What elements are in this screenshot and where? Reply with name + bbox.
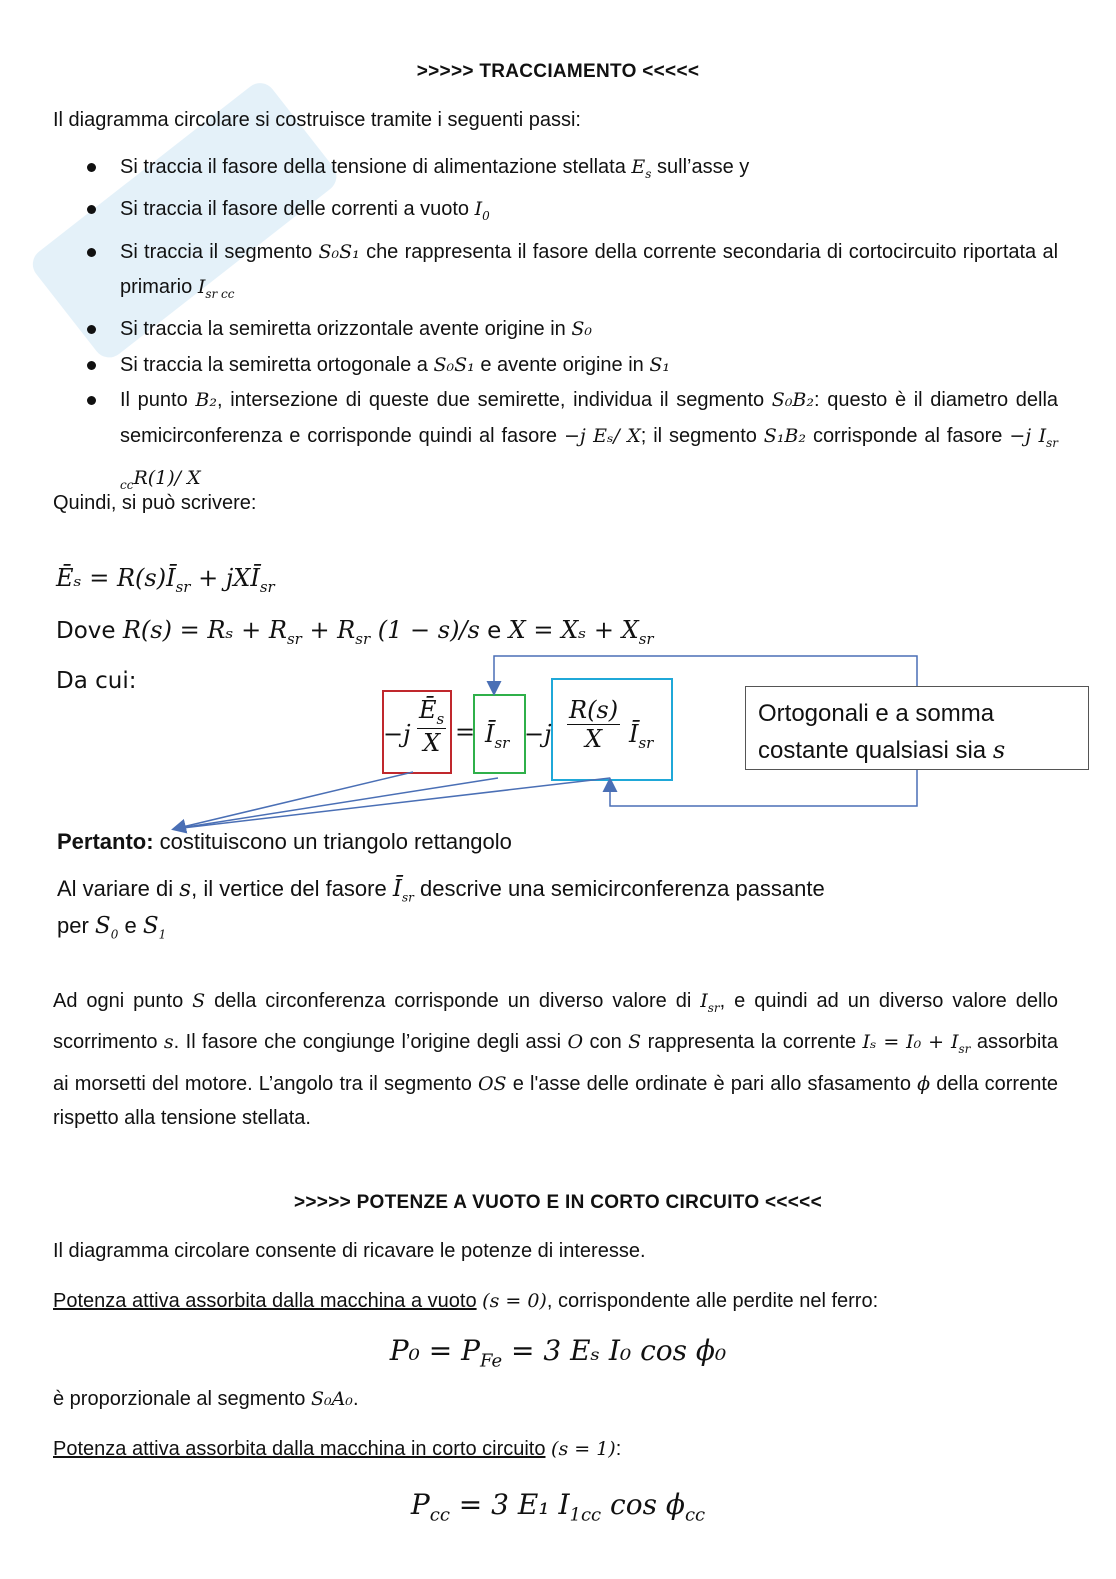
minus-j-2: −j [524,720,552,748]
intro-paragraph: Il diagramma circolare si costruisce tramite i seguenti passi: [53,109,581,131]
variare-paragraph: Al variare di s, il vertice del fasore $Ī_{sr}$ descrive una semicirconferenza passante per $S_0$ e $S_1$ [57,876,825,942]
list-item: Si traccia la semiretta orizzontale avente origine in S₀ [53,312,1058,348]
p0-equation: $P_0 = P_{Fe} = 3$ Eₛ I₀ cos ϕ₀ [389,1334,727,1372]
minus-j-1: −j [383,720,411,748]
equation-dove: Dove $R(s) = R_s + R_{sr} + R_{sr}$ (1 − s)/s e $X = X_s + X_{sr}$ [56,616,654,648]
pcc-heading: Potenza attiva assorbita dalla macchina in corto circuito (s = 1): [53,1438,622,1460]
fraction-es-over-x: $\frac{Ē_s}{X}$ [419,696,445,757]
pertanto-line: Pertanto: costituiscono un triangolo rettangolo [57,829,512,854]
orthogonal-note-box: Ortogonali e a somma costante qualsiasi sia s [745,686,1089,770]
ad-ogni-punto-paragraph: Ad ogni punto S della circonferenza corrisponde un diverso valore di $I_{sr}$, e quindi ad un diverso valore dello scorrimento s. Il fasore che congiunge l’origine degli assi O con S rappresenta la corrente $I_s = I_0 + I_{sr}$ assorbita ai morsetti del motore. L’angolo tra il segmento OS e l'asse delle ordinate è pari allo sfasamento ϕ della corrente rispetto alla tensione stellata. [53,990,1058,1130]
list-item: Si traccia il fasore delle correnti a vuoto $I_0$ [53,192,1058,234]
p0-heading: Potenza attiva assorbita dalla macchina a vuoto (s = 0), corrispondente alle perdite nel ferro: [53,1290,879,1312]
section-title-tracciamento: >>>>> TRACCIAMENTO <<<<< [416,61,700,82]
isr-term: $Ī_{sr}$ [485,720,510,752]
list-item: Si traccia il fasore della tensione di alimentazione stellata $E_s$ sull’asse y [53,150,1058,192]
potenze-intro: Il diagramma circolare consente di ricavare le potenze di interesse. [53,1240,646,1262]
list-item: Il punto B₂, intersezione di queste due semirette, individua il segmento S₀B₂: questo è il diametro della semicirconferenza e corrisponde quindi al fasore −j Eₛ/ X; il segmento S₁B₂ corrisponde al fasore −j $I_{sr cc}R(1)/$ X [53,383,1058,503]
section-title-potenze: >>>>> POTENZE A VUOTO E IN CORTO CIRCUITO <<<<< [294,1192,822,1213]
list-item: Si traccia la semiretta ortogonale a S₀S₁ e avente origine in S₁ [53,348,1058,384]
p0-proportional: è proporzionale al segmento S₀A₀. [53,1388,359,1410]
equation-es: Ēₛ = $R(s)Ī_{sr}$ + jXĪ$_{sr}$ [56,564,275,596]
fraction-r-over-x: $\frac{R(s)}{X}$ [569,696,619,753]
list-item: Si traccia il segmento S₀S₁ che rappresenta il fasore della corrente secondaria di cortocircuito riportata al primario $I_{sr cc}$ [53,235,1058,313]
pcc-equation: $P_{cc} = 3$ E₁ $I_{1cc}$ $\cos \phi_{cc}$ [410,1488,706,1526]
equals-sign: = [455,718,476,746]
da-cui-label: Da cui: [56,668,137,694]
quindi-line: Quindi, si può scrivere: [53,492,257,514]
isr-term-2: $Ī_{sr}$ [629,720,654,752]
